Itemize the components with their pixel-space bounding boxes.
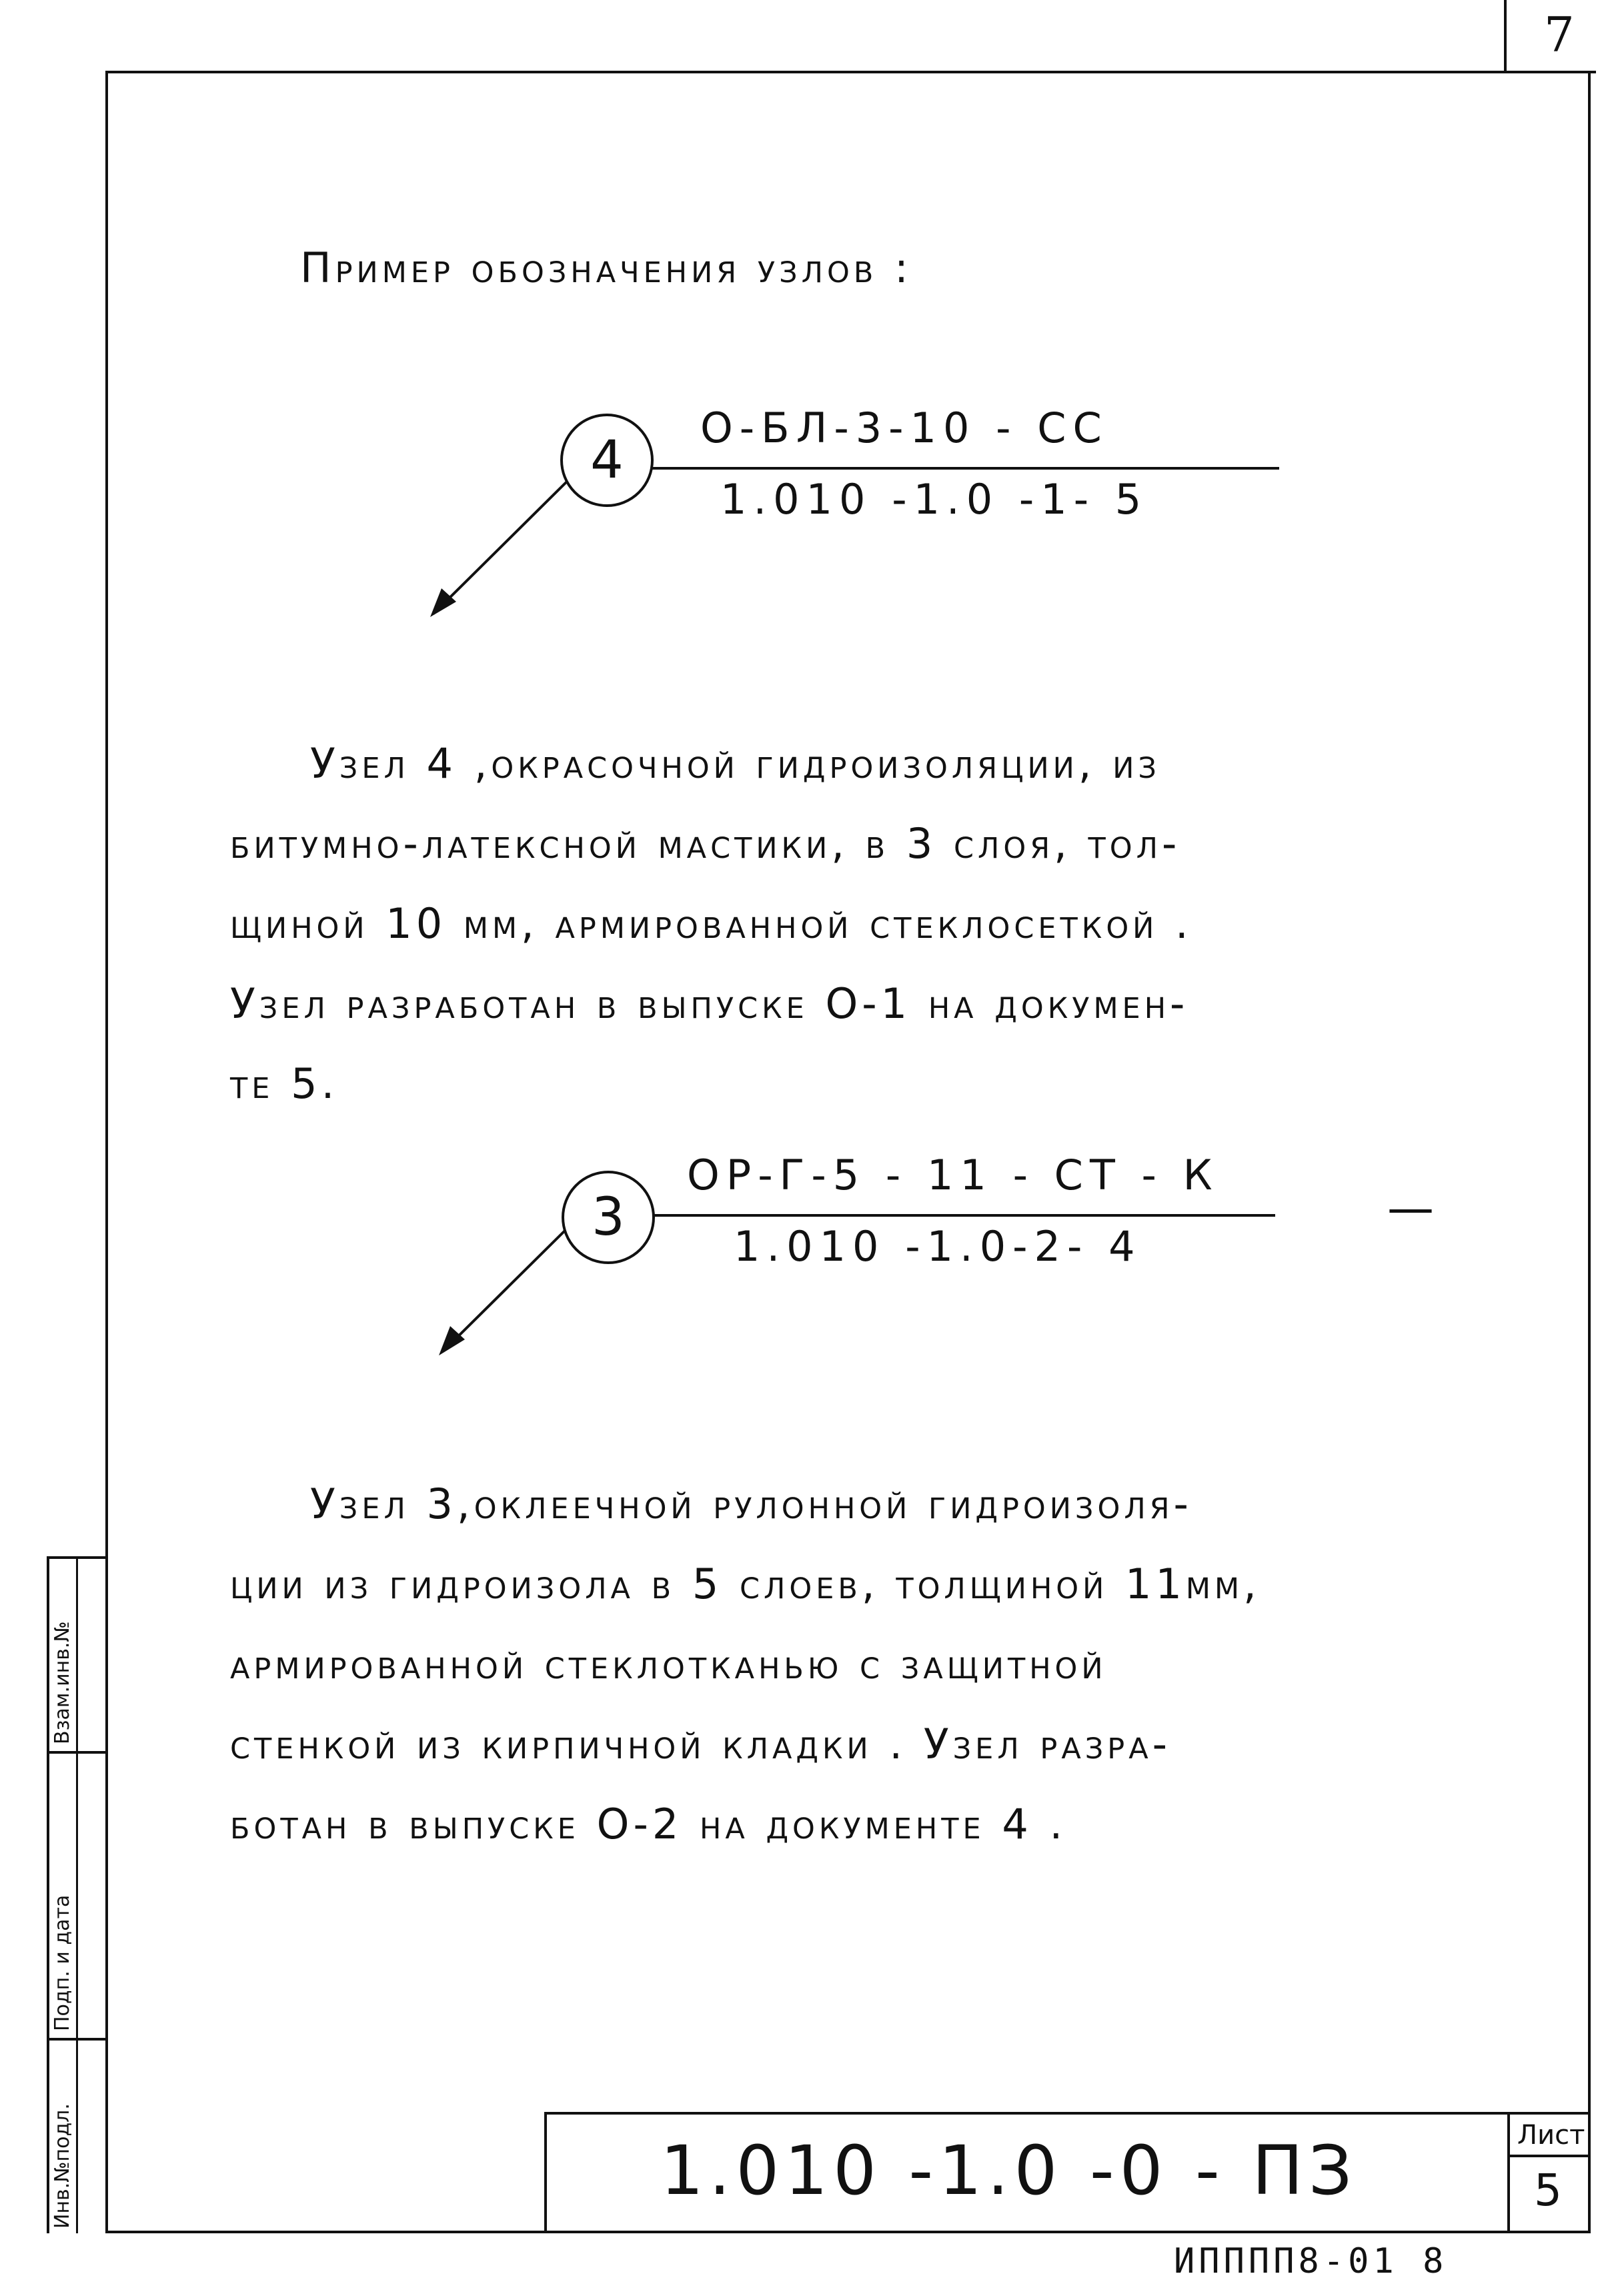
side-stamp-col [76,1556,78,2233]
side-label-replace: Взам.инв.№ [51,1621,74,1744]
paragraph1-line: те 5. [230,1059,339,1108]
stamp-sheet-number: 5 [1534,2165,1562,2216]
side-stamp-sep1 [47,1751,108,1754]
frame-right [1588,71,1591,2233]
stamp-sheet-sep [1507,2155,1591,2157]
paragraph-node1 [230,724,1537,1124]
side-label-sign: Подп. и дата [51,1894,74,2031]
stamp-left [544,2112,547,2233]
stamp-top [544,2112,1591,2115]
node1-number: 4 [590,430,624,490]
node2-leader-line [443,1221,575,1351]
paragraph2-line: Узел 3,оклеечной рулонной гидроизоля- [310,1480,1192,1528]
paragraph2-line: ботан в выпуске О-2 на документе 4 . [230,1800,1067,1848]
node1-bottom-code: 1.010 -1.0 -1- 5 [720,475,1148,524]
paragraph2-line: стенкой из кирпичной кладки . Узел разра- [230,1720,1172,1768]
node1-arrowhead [430,588,456,617]
paragraph1-line: Узел разработан в выпуске О-1 на докумен- [230,979,1189,1028]
node2-top-code: ОР-Г-5 - 11 - СТ - К [687,1151,1219,1199]
frame-bottom [105,2231,1591,2233]
frame-top [105,71,1596,73]
paragraph2-line: ции из гидроизола в 5 слоев, толщиной 11мм, [230,1560,1261,1608]
stamp-sheet-divider [1507,2112,1510,2233]
stamp-sheet-label: Лист [1517,2120,1585,2151]
top-number-divider [1504,0,1507,72]
paragraph-node2 [230,1464,1537,1864]
side-stamp-sep2 [47,2038,108,2041]
node2-bottom-code: 1.010 -1.0-2- 4 [734,1222,1142,1271]
side-stamp-left [47,1556,49,2233]
node2-number-circle [562,1171,655,1264]
node2-number: 3 [592,1187,625,1247]
bottom-inventory-code: ИПППП8-01 8 [1174,2241,1448,2281]
page-number: 7 [1544,7,1575,63]
paragraph2-line: армированной стеклотканью с защитной [230,1640,1107,1688]
node1-top-code: О-БЛ-3-10 - СС [700,404,1108,452]
paragraph1-line: битумно-латексной мастики, в 3 слоя, тол- [230,819,1181,868]
paragraph1-line: Узел 4 ,окрасочной гидроизоляции, из [310,739,1160,788]
side-label-inv: Инв.№подл. [51,2103,74,2229]
node1-number-circle [560,414,654,507]
node2-arrowhead [439,1326,465,1355]
side-stamp [47,1556,108,2233]
page-title: Пример обозначения узлов : [300,243,912,292]
node2-trailing-dash: — [1387,1181,1434,1235]
stamp-doc-code: 1.010 -1.0 -0 - ПЗ [660,2131,1358,2211]
paragraph1-line: щиной 10 мм, армированной стеклосеткой . [230,899,1192,948]
node1-leader-line [434,474,575,614]
